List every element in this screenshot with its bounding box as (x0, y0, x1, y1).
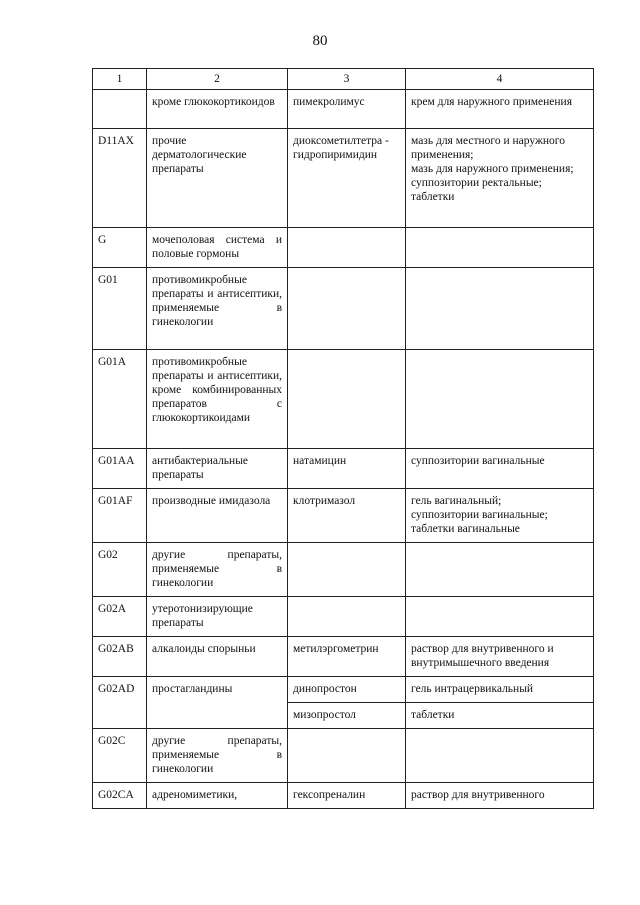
header-col-1: 1 (93, 69, 147, 90)
drug-name-cell (288, 228, 406, 268)
dosage-form-cell (406, 129, 594, 228)
table-row (93, 449, 594, 489)
group-text: утеротонизирующие препараты (152, 603, 253, 629)
group-text: прочие дерматологические препараты (152, 135, 247, 175)
table-row (93, 489, 594, 543)
dosage-form-cell (406, 597, 594, 637)
group-cell (147, 129, 288, 228)
dosage-form-cell (406, 489, 594, 543)
group-cell (147, 449, 288, 489)
table-row (93, 129, 594, 228)
dosage-form-cell (406, 783, 594, 809)
drug-name-cell: метилэргометрин (288, 637, 406, 677)
dosage-form-text: раствор для внутривенного и внутримышечного введения (411, 643, 554, 669)
drug-name-cell: пимекролимус (288, 90, 406, 129)
group-cell (147, 350, 288, 449)
table-row (93, 543, 594, 597)
group-text: противомикробные препараты и антисептики, кроме комбинированных препаратов с глюкокортикоидами (152, 356, 282, 424)
header-col-3: 3 (288, 69, 406, 90)
atc-code-cell: G02C (93, 729, 147, 783)
drug-name-cell: клотримазол (288, 489, 406, 543)
dosage-form-cell (406, 703, 594, 729)
table-row (93, 597, 594, 637)
group-text: алкалоиды спорыньи (152, 643, 256, 655)
group-text: производные имидазола (152, 495, 271, 507)
atc-code-cell: D11AX (93, 129, 147, 228)
atc-code-cell: G01 (93, 268, 147, 350)
atc-code-cell: G02 (93, 543, 147, 597)
drug-name-cell (288, 268, 406, 350)
dosage-form-cell (406, 543, 594, 597)
group-text: адреномиметики, (152, 789, 238, 801)
drug-name-cell: мизопростол (288, 703, 406, 729)
atc-code-cell: G01AA (93, 449, 147, 489)
dosage-form-cell (406, 350, 594, 449)
header-col-2: 2 (147, 69, 288, 90)
page-number: 80 (312, 33, 328, 49)
atc-code-cell: G02AD (93, 677, 147, 729)
group-text: другие препараты, применяемые в гинекологии (152, 549, 282, 589)
group-text: мочеполовая система и половые гормоны (152, 234, 282, 260)
header-col-4: 4 (406, 69, 594, 90)
table-row (93, 729, 594, 783)
drug-name-cell (288, 597, 406, 637)
table-row (93, 268, 594, 350)
group-cell (147, 637, 288, 677)
drug-name-cell: гексопреналин (288, 783, 406, 809)
medication-table (92, 68, 594, 809)
atc-code-cell: G02AB (93, 637, 147, 677)
table-row (93, 637, 594, 677)
group-text: антибактериальные препараты (152, 455, 249, 481)
dosage-form-cell (406, 228, 594, 268)
atc-code-cell (93, 90, 147, 129)
dosage-form-text: гель интрацервикальный (411, 683, 534, 695)
group-cell (147, 268, 288, 350)
atc-code-cell: G01AF (93, 489, 147, 543)
drug-name-cell: динопростон (288, 677, 406, 703)
table-row (93, 783, 594, 809)
group-cell (147, 677, 288, 729)
group-text: другие препараты, применяемые в гинекологии (152, 735, 282, 775)
drug-name-cell (288, 729, 406, 783)
table-header-row (93, 69, 594, 90)
dosage-form-text: раствор для внутривенного (411, 789, 545, 801)
drug-name-cell: диоксометилтетра - гидропиримидин (288, 129, 406, 228)
table-row (93, 677, 594, 703)
dosage-form-text: крем для наружного применения (411, 96, 573, 108)
group-cell (147, 543, 288, 597)
dosage-form-cell (406, 677, 594, 703)
dosage-form-text: гель вагинальный; суппозитории вагинальные; таблетки вагинальные (411, 495, 548, 535)
dosage-form-cell (406, 449, 594, 489)
drug-name-cell (288, 543, 406, 597)
drug-name-cell (288, 350, 406, 449)
group-cell (147, 90, 288, 129)
atc-code-cell: G (93, 228, 147, 268)
atc-code-cell: G01A (93, 350, 147, 449)
group-text: кроме глюкокортикоидов (152, 96, 275, 108)
dosage-form-cell (406, 637, 594, 677)
group-text: противомикробные препараты и антисептики, применяемые в гинекологии (152, 274, 282, 328)
table-row (93, 350, 594, 449)
drug-name-cell: натамицин (288, 449, 406, 489)
dosage-form-cell (406, 90, 594, 129)
group-cell (147, 783, 288, 809)
atc-code-cell: G02CA (93, 783, 147, 809)
group-text: простагландины (152, 683, 233, 695)
group-cell (147, 729, 288, 783)
dosage-form-text: суппозитории вагинальные (411, 455, 545, 467)
table-row (93, 228, 594, 268)
dosage-form-cell (406, 268, 594, 350)
table-row (93, 90, 594, 129)
atc-code-cell: G02A (93, 597, 147, 637)
group-cell (147, 489, 288, 543)
group-cell (147, 228, 288, 268)
group-cell (147, 597, 288, 637)
dosage-form-text: таблетки (411, 709, 455, 721)
dosage-form-text: мазь для местного и наружного применения; мазь для наружного применения; суппозитории ректальные; таблетки (411, 135, 574, 203)
dosage-form-cell (406, 729, 594, 783)
